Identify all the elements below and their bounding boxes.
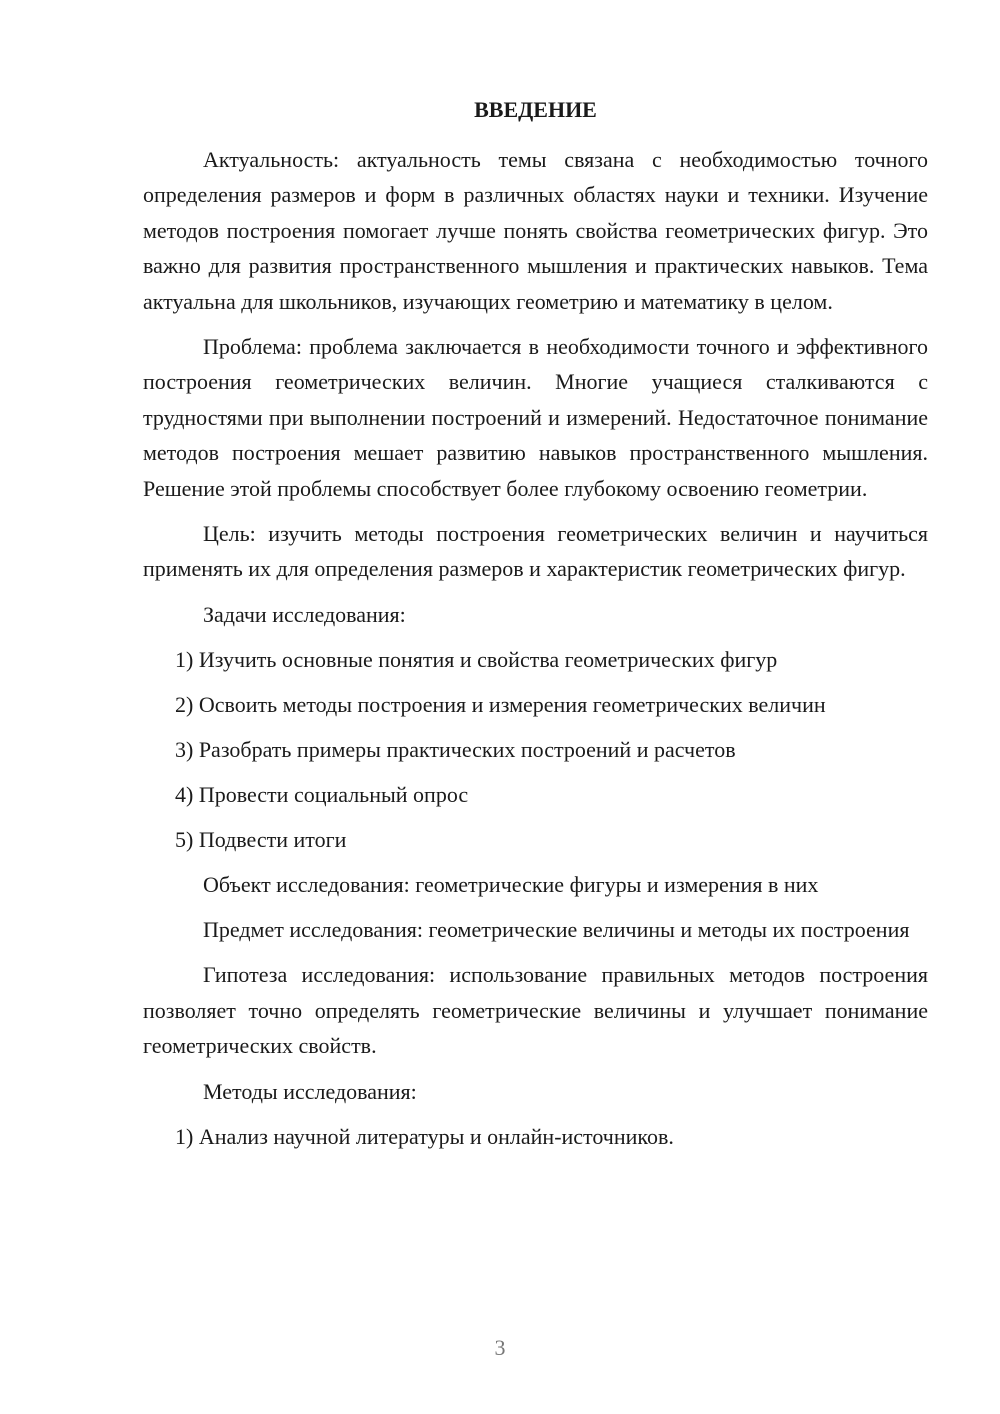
problem-paragraph: Проблема: проблема заключается в необходимости точного и эффективного построения геометрических величин. Многие учащиеся сталкиваются с трудностями при выполнении построений и измерений. Недостаточное понимание методов построения мешает развитию навыков пространственного мышления. Решение этой проблемы способствует более глубокому освоению геометрии. (143, 334, 928, 501)
hypothesis-paragraph: Гипотеза исследования: использование правильных методов построения позволяет точно определять геометрические величины и улучшает понимание геометрических свойств. (143, 962, 928, 1059)
list-item: 1) Анализ научной литературы и онлайн-источников. (175, 1123, 674, 1149)
section-heading: ВВЕДЕНИЕ (474, 97, 597, 122)
object-paragraph: Объект исследования: геометрические фигуры и измерения в них (203, 871, 819, 897)
relevance-paragraph: Актуальность: актуальность темы связана с необходимостью точного определения размеров и форм в различных областях науки и техники. Изучение методов построения помогает лучше понять свойства геометрических фигур. Это важно для развития пространственного мышления и практических навыков. Тема актуальна для школьников, изучающих геометрию и математику в целом. (143, 147, 928, 314)
page-number: 3 (494, 1335, 506, 1360)
tasks-heading: Задачи исследования: (203, 601, 406, 627)
page-body (143, 92, 928, 1164)
list-item: 1) Изучить основные понятия и свойства геометрических фигур (175, 646, 778, 672)
tasks-list (143, 642, 928, 857)
methods-list (143, 1119, 928, 1154)
subject-paragraph: Предмет исследования: геометрические величины и методы их построения (203, 916, 910, 942)
list-item: 4) Провести социальный опрос (175, 781, 469, 807)
list-item: 5) Подвести итоги (175, 826, 347, 852)
list-item: 3) Разобрать примеры практических построений и расчетов (175, 736, 736, 762)
list-item: 2) Освоить методы построения и измерения геометрических величин (175, 691, 826, 717)
methods-heading: Методы исследования: (203, 1078, 417, 1104)
goal-paragraph: Цель: изучить методы построения геометрических величин и научиться применять их для определения размеров и характеристик геометрических фигур. (143, 521, 928, 582)
